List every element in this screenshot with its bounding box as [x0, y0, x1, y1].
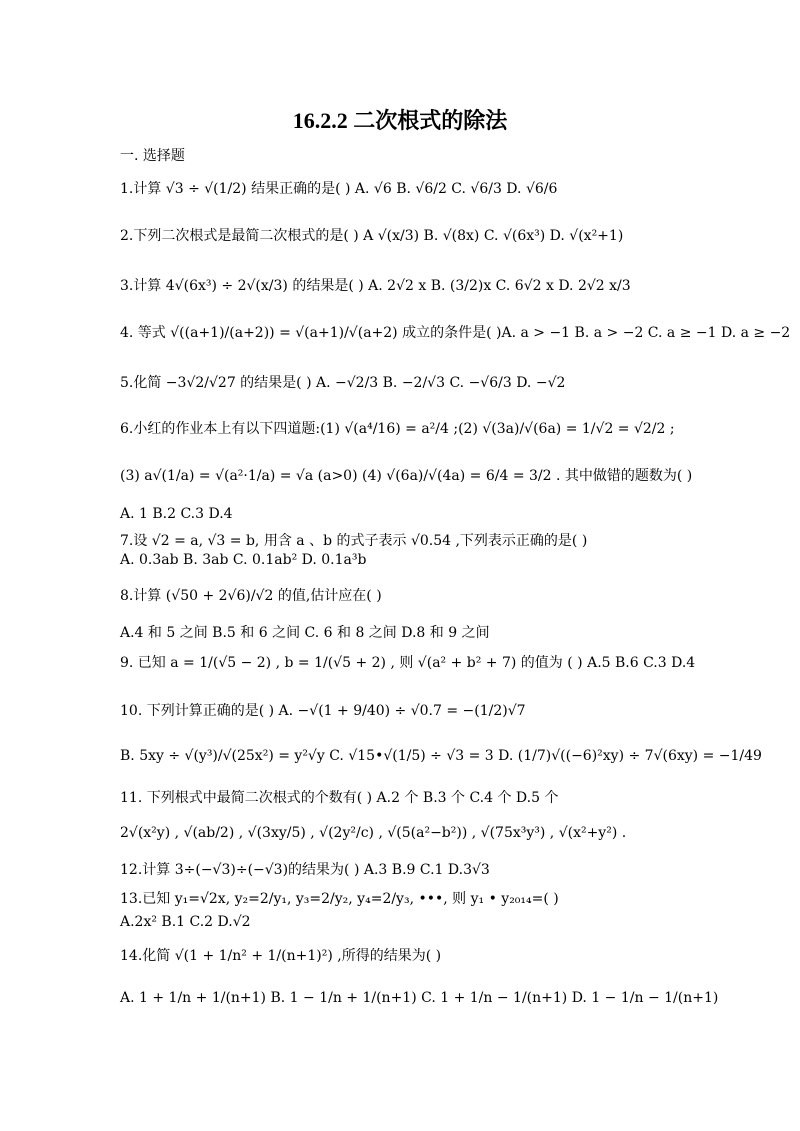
question-line: A. 1 + 1/n + 1/(n+1) B. 1 − 1/n + 1/(n+1) C. 1 + 1/n − 1/(n+1) D. 1 − 1/n − 1/(n+1)	[120, 990, 719, 1006]
question-line: 11. 下列根式中最简二次根式的个数有( ) A.2 个 B.3 个 C.4 个 D.5 个	[120, 790, 559, 806]
question-line: 3.计算 4√(6x³) ÷ 2√(x/3) 的结果是( ) A. 2√2 x B. (3/2)x C. 6√2 x D. 2√2 x/3	[120, 278, 631, 294]
question-line: 14.化简 √(1 + 1/n² + 1/(n+1)²) ,所得的结果为( )	[120, 948, 442, 964]
question-line: B. 5xy ÷ √(y³)/√(25x²) = y²√y C. √15•√(1/5) ÷ √3 = 3 D. (1/7)√((−6)²xy) ÷ 7√(6xy) = −1/49	[120, 748, 762, 764]
question-line: A. 1 B.2 C.3 D.4	[120, 506, 233, 522]
question-line: 12.计算 3÷(−√3)÷(−√3)的结果为( ) A.3 B.9 C.1 D.3√3	[120, 862, 490, 878]
question-line: 2.下列二次根式是最简二次根式的是( ) A √(x/3) B. √(8x) C. √(6x³) D. √(x²+1)	[120, 228, 624, 244]
question-line: 8.计算 (√50 + 2√6)/√2 的值,估计应在( )	[120, 588, 382, 604]
question-line: 6.小红的作业本上有以下四道题:(1) √(a⁴/16) = a²/4 ;(2) √(3a)/√(6a) = 1/√2 = √2/2 ;	[120, 421, 675, 437]
question-line: 2√(x²y) , √(ab/2) , √(3xy/5) , √(2y²/c) , √(5(a²−b²)) , √(75x³y³) , √(x²+y²) .	[120, 825, 627, 841]
question-line: A.4 和 5 之间 B.5 和 6 之间 C. 6 和 8 之间 D.8 和 9 之间	[120, 625, 490, 641]
question-line: A.2x² B.1 C.2 D.√2	[120, 914, 251, 930]
question-line: 13.已知 y₁=√2x, y₂=2/y₁, y₃=2/y₂, y₄=2/y₃, •••, 则 y₁ • y₂₀₁₄=( )	[120, 891, 559, 907]
question-line: 1.计算 √3 ÷ √(1/2) 结果正确的是( ) A. √6 B. √6/2 C. √6/3 D. √6/6	[120, 181, 558, 197]
question-line: 4. 等式 √((a+1)/(a+2)) = √(a+1)/√(a+2) 成立的条件是( )A. a > −1 B. a > −2 C. a ≥ −1 D. a ≥ −2	[120, 325, 791, 341]
page-title: 16.2.2 二次根式的除法	[292, 108, 508, 133]
question-line: 7.设 √2 = a, √3 = b, 用含 a 、b 的式子表示 √0.54 ,下列表示正确的是( )	[120, 533, 588, 549]
question-line: 一. 选择题	[120, 148, 185, 164]
question-line: 5.化简 −3√2/√27 的结果是( ) A. −√2/3 B. −2/√3 C. −√6/3 D. −√2	[120, 375, 566, 391]
question-line: 10. 下列计算正确的是( ) A. −√(1 + 9/40) ÷ √0.7 = −(1/2)√7	[120, 703, 526, 719]
question-line: 9. 已知 a = 1/(√5 − 2) , b = 1/(√5 + 2) , 则 √(a² + b² + 7) 的值为 ( ) A.5 B.6 C.3 D.4	[120, 655, 696, 671]
question-line: (3) a√(1/a) = √(a²·1/a) = √a (a>0) (4) √(6a)/√(4a) = 6/4 = 3/2 . 其中做错的题数为( )	[120, 468, 693, 484]
question-line: A. 0.3ab B. 3ab C. 0.1ab² D. 0.1a³b	[120, 552, 367, 568]
